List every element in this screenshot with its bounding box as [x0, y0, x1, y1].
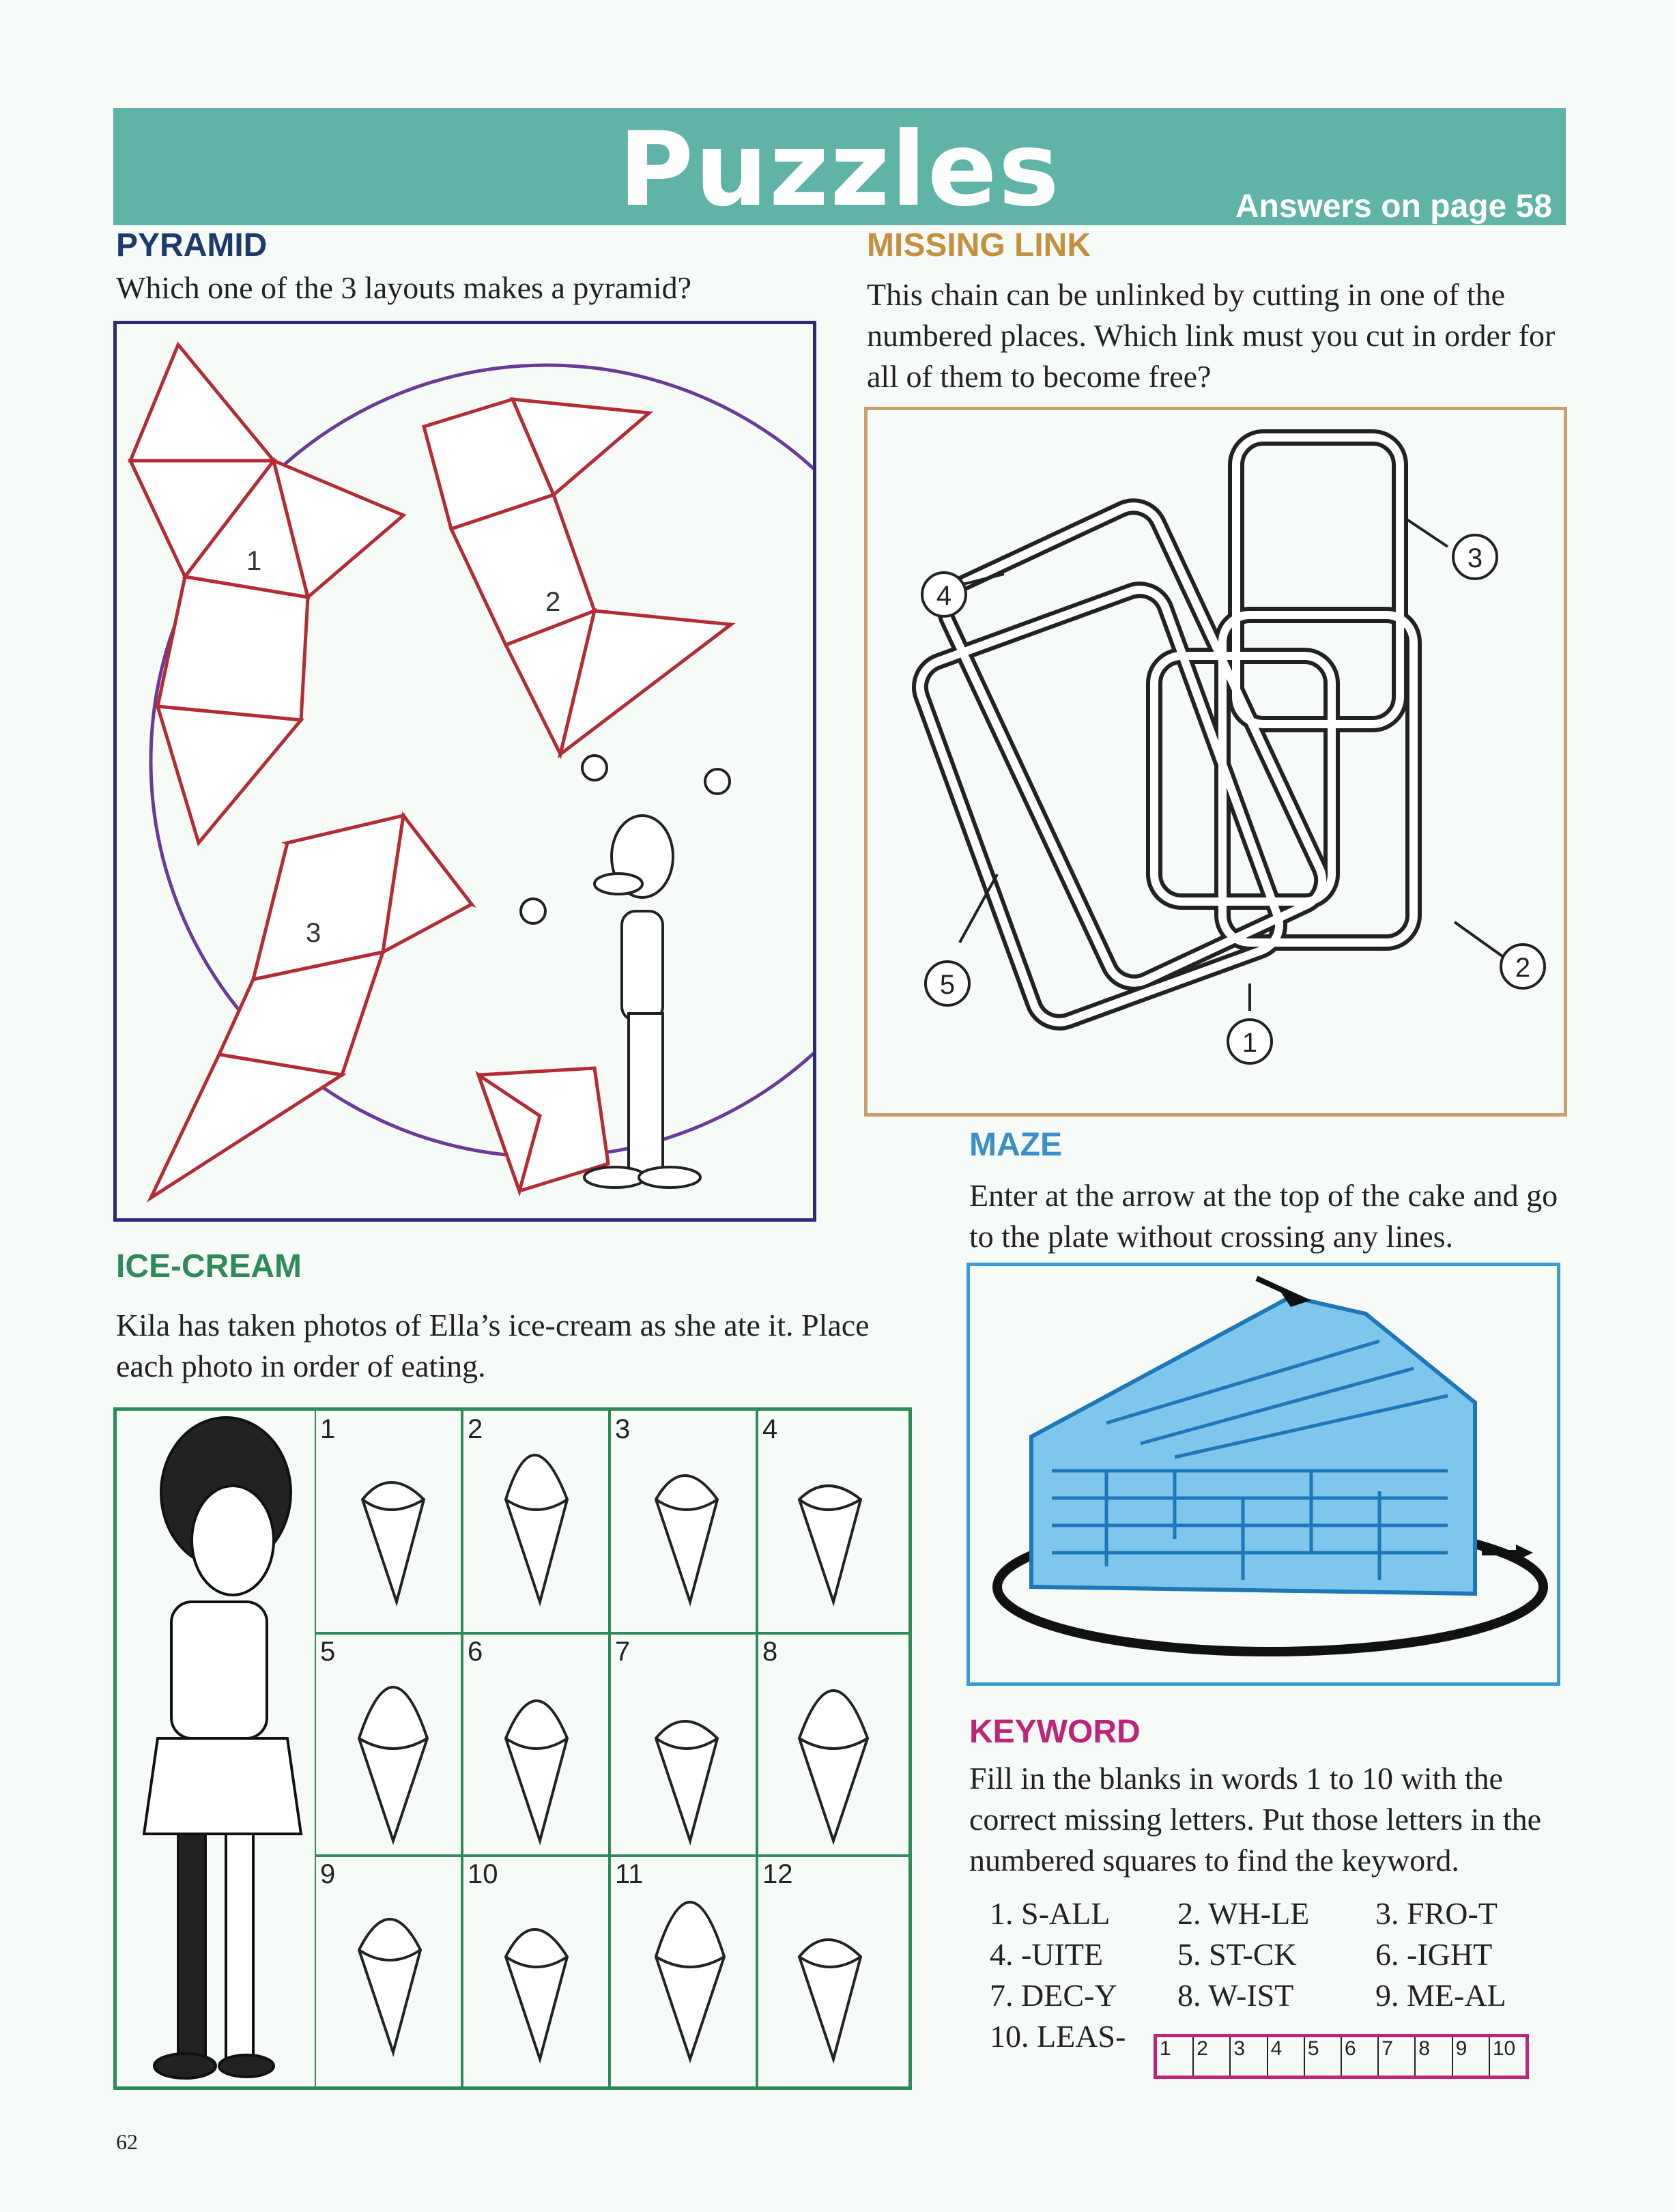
cell-number-9: 9 [320, 1859, 336, 1889]
keyword-box-2[interactable]: 2 [1194, 2037, 1231, 2075]
cell-number-5: 5 [320, 1637, 336, 1667]
word-7: 7. DEC-Y [990, 1978, 1117, 2013]
cell-number-12: 12 [762, 1859, 793, 1889]
cut-label-5: 5 [939, 970, 956, 1000]
cell-number-2: 2 [468, 1414, 483, 1444]
pyramid-frame [113, 321, 816, 1222]
keyword-word-list [990, 1893, 1570, 2057]
word-9: 9. ME-AL [1375, 1978, 1506, 2013]
word-1: 1. S-ALL [990, 1896, 1111, 1931]
cell-number-11: 11 [615, 1859, 644, 1889]
keyword-text: Fill in the blanks in words 1 to 10 with the correct missing letters. Put those letters in the numbered squares to find the keyword. [969, 1761, 1542, 1878]
cell-number-10: 10 [468, 1859, 498, 1889]
maze-text: Enter at the arrow at the top of the cake and go to the plate without crossing any lines. [969, 1178, 1558, 1254]
keyword-box-5[interactable]: 5 [1305, 2037, 1342, 2075]
layout-label-2: 2 [545, 587, 561, 617]
word-3: 3. FRO-T [1375, 1896, 1498, 1931]
layout-label-3: 3 [306, 918, 321, 948]
cell-number-6: 6 [468, 1637, 483, 1667]
word-5: 5. ST-CK [1177, 1937, 1297, 1972]
cut-label-3: 3 [1467, 543, 1483, 573]
ice-cream-grid [315, 1411, 908, 2086]
answers-note: Answers on page 58 [1235, 188, 1552, 225]
page-title: Puzzles [618, 111, 1061, 229]
cell-number-3: 3 [615, 1414, 631, 1444]
cut-label-2: 2 [1515, 953, 1531, 983]
word-6: 6. -IGHT [1375, 1937, 1493, 1972]
word-2: 2. WH-LE [1177, 1896, 1310, 1931]
maze-frame [967, 1263, 1560, 1686]
ice-cream-heading: ICE-CREAM [116, 1248, 302, 1284]
keyword-boxes [1154, 2034, 1529, 2079]
word-4: 4. -UITE [990, 1937, 1104, 1972]
layout-label-1: 1 [246, 546, 262, 576]
word-8: 8. W-IST [1177, 1978, 1294, 2013]
cell-number-8: 8 [762, 1637, 778, 1667]
missing-link-heading: MISSING LINK [867, 227, 1091, 263]
cell-number-1: 1 [320, 1414, 336, 1444]
girl-illustration [117, 1411, 315, 2086]
keyword-box-1[interactable]: 1 [1157, 2037, 1194, 2075]
header-banner [113, 108, 1566, 229]
maze-heading: MAZE [969, 1127, 1062, 1163]
keyword-box-7[interactable]: 7 [1379, 2037, 1416, 2075]
chain-figure [868, 410, 1564, 1113]
missing-link-text: This chain can be unlinked by cutting in one of the numbered places. Which link must you cut in order for all of them to become free? [867, 277, 1556, 394]
keyword-box-6[interactable]: 6 [1342, 2037, 1379, 2075]
keyword-heading: KEYWORD [969, 1714, 1141, 1750]
page-number: 62 [116, 2129, 138, 2154]
cell-number-7: 7 [615, 1637, 631, 1667]
keyword-box-9[interactable]: 9 [1453, 2037, 1490, 2075]
keyword-box-10[interactable]: 10 [1492, 2037, 1516, 2060]
keyword-box-8[interactable]: 8 [1416, 2037, 1452, 2075]
keyword-box-4[interactable]: 4 [1268, 2037, 1305, 2075]
pyramid-figure [117, 324, 813, 1218]
ice-cream-text: Kila has taken photos of Ella’s ice-cream as she ate it. Place each photo in order of eating. [116, 1308, 870, 1383]
pyramid-text: Which one of the 3 layouts makes a pyramid? [116, 270, 692, 305]
ice-cream-frame [113, 1407, 912, 2090]
keyword-box-3[interactable]: 3 [1231, 2037, 1268, 2075]
missing-link-frame [864, 407, 1567, 1117]
pyramid-heading: PYRAMID [116, 227, 268, 263]
maze-figure[interactable] [970, 1266, 1557, 1682]
cell-number-4: 4 [762, 1414, 778, 1444]
word-10: 10. LEAS- [990, 2019, 1126, 2054]
cut-label-1: 1 [1242, 1028, 1258, 1058]
cut-label-4: 4 [936, 581, 952, 611]
